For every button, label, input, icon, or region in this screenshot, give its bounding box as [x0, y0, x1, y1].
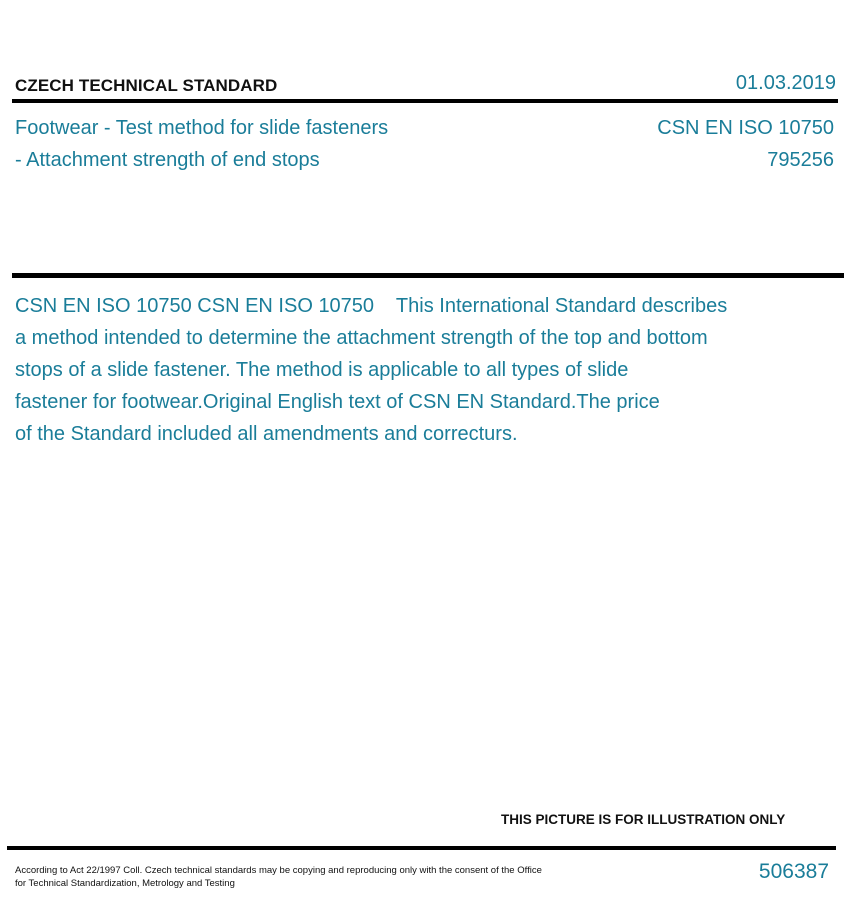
footer-note-line-2: for Technical Standardization, Metrology and Testing: [15, 878, 235, 889]
section-divider: [12, 273, 844, 278]
abstract-line: a method intended to determine the attachment strength of the top and bottom: [15, 327, 708, 349]
document-id: 506387: [758, 860, 829, 883]
standard-title-line-2: - Attachment strength of end stops: [15, 149, 320, 171]
abstract-line: CSN EN ISO 10750 CSN EN ISO 10750 This International Standard describes: [15, 295, 728, 317]
footer-note-line-1: According to Act 22/1997 Coll. Czech technical standards may be copying and reproducing only with the consent of the Office: [15, 865, 542, 876]
abstract-text: [15, 290, 815, 450]
abstract-line: stops of a slide fastener. The method is applicable to all types of slide: [15, 359, 629, 381]
header-divider: [12, 99, 838, 103]
footer-divider: [7, 846, 836, 850]
header-title: CZECH TECHNICAL STANDARD: [15, 76, 278, 95]
abstract-line: of the Standard included all amendments and correcturs.: [15, 423, 518, 445]
illustration-note: THIS PICTURE IS FOR ILLUSTRATION ONLY: [501, 812, 786, 827]
abstract-line: fastener for footwear.Original English text of CSN EN Standard.The price: [15, 391, 660, 413]
footer-legal-note: [15, 864, 542, 890]
standard-code: CSN EN ISO 10750: [657, 117, 834, 139]
header-date: 01.03.2019: [735, 72, 836, 94]
standard-title-line-1: Footwear - Test method for slide fasteners: [15, 117, 389, 139]
catalog-number: 795256: [767, 149, 834, 171]
